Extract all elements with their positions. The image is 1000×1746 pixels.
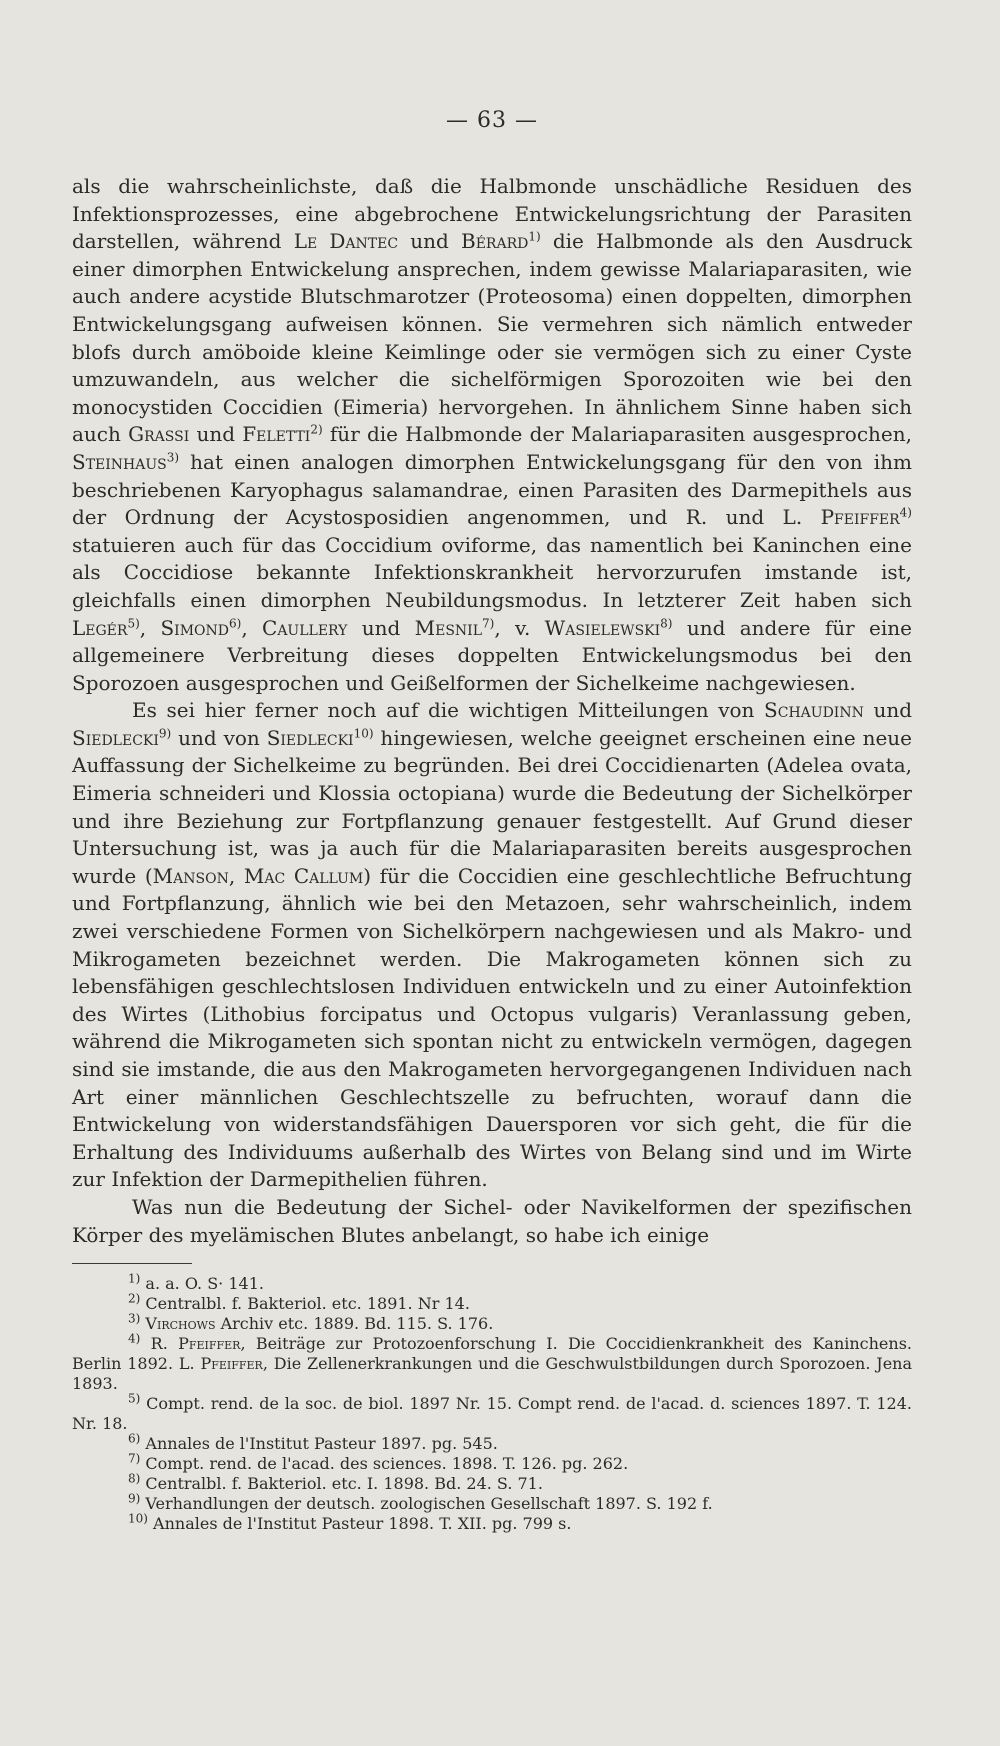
author-name: Wasielewski bbox=[544, 615, 661, 640]
footnote-divider bbox=[72, 1263, 192, 1264]
footnote bbox=[72, 1451, 912, 1474]
author-name: Feletti bbox=[242, 422, 311, 447]
footnotes bbox=[72, 1271, 913, 1534]
author-name: Pfeiffer bbox=[820, 505, 900, 530]
text-run: Centralbl. f. Bakteriol. etc. I. 1898. Bd. 24. S. 71. bbox=[145, 1474, 543, 1494]
text-run: Verhandlungen der deutsch. zoologischen Gesellschaft 1897. S. 192 f. bbox=[145, 1494, 713, 1514]
footnote-number: 5) bbox=[128, 1391, 141, 1406]
author-name: Legér bbox=[72, 615, 128, 640]
footnote-ref: 4) bbox=[899, 505, 912, 520]
author-name: Simond bbox=[160, 615, 229, 640]
footnote-number: 4) bbox=[128, 1331, 141, 1346]
footnote-number: 3) bbox=[128, 1311, 141, 1326]
footnote bbox=[72, 1271, 912, 1294]
author-name: Mesnil bbox=[414, 615, 483, 640]
footnote-number: 10) bbox=[128, 1511, 148, 1526]
footnote-number: 7) bbox=[128, 1451, 141, 1466]
author-name: Pfeiffer bbox=[178, 1334, 241, 1354]
footnote bbox=[72, 1511, 912, 1534]
text-run: Annales de l'Institut Pasteur 1897. pg. 545. bbox=[145, 1434, 498, 1454]
body-text bbox=[72, 173, 912, 1249]
author-name: Manson bbox=[152, 863, 229, 888]
author-name: Grassi bbox=[128, 422, 190, 447]
text-run: statuieren auch für das Coccidium oviforme, das namentlich bei Kaninchen eine als Coccidiose bekannte Infektionskrankheit hervorzurufen imstande ist, gleichfalls einen dimorphen Neubildungsmodus. In letzterer Zeit haben sich bbox=[72, 532, 912, 612]
text-run: hingewiesen, welche geeignet erscheinen eine neue Auffassung der Sichelkeime zu begründen. Bei drei Coccidienarten (Adelea ovata, Eimeria schneideri und Klossia octopiana) wurde die Bedeutung der Sichelkörper und ihre Beziehung zur Fortpflanzung genauer festgestellt. Auf Grund dieser Untersuchung ist, was ja auch für die Malariaparasiten bereits ausgesprochen wurde ( bbox=[72, 725, 912, 888]
page-number: — 63 — bbox=[446, 108, 538, 133]
footnote-number: 6) bbox=[128, 1431, 141, 1446]
footnote bbox=[72, 1331, 913, 1394]
footnote bbox=[72, 1491, 912, 1514]
footnote-ref: 5) bbox=[127, 615, 140, 630]
text-run: und bbox=[398, 229, 461, 254]
author-name: Pfeiffer bbox=[200, 1354, 263, 1374]
text-run: , bbox=[241, 615, 263, 640]
text-run: und andere für eine allgemeinere Verbreitung dieses doppelten Entwickelungsmodus bei den Sporozoen ausgesprochen und Geißelformen der Sichelkeime nachgewiesen. bbox=[72, 615, 912, 695]
text-run: , Die Zellenerkrankungen und die Geschwulstbildungen durch Sporozoen. Jena 1893. bbox=[72, 1354, 913, 1394]
footnote-number: 8) bbox=[128, 1471, 141, 1486]
text-run: R. bbox=[150, 1334, 179, 1354]
text-run: und bbox=[189, 422, 243, 447]
text-run: und bbox=[863, 698, 913, 723]
paragraph bbox=[72, 1194, 912, 1249]
text-run: Archiv etc. 1889. Bd. 115. S. 176. bbox=[215, 1314, 494, 1334]
author-name: Le Dantec bbox=[293, 229, 399, 254]
footnote-ref: 8) bbox=[660, 615, 673, 630]
text-run: ) für die Coccidien eine geschlechtliche Befruchtung und Fortpflanzung, ähnlich wie bei den Metazoen, sehr wahrscheinlich, indem zwei verschiedene Formen von Sichelkörpern nachgewiesen und als Makro- und Mikrogameten bezeichnet werden. Die Makrogameten können sich zu lebensfähigen geschlechtslosen Individuen entwickeln und zu einer Autoinfektion des Wirtes (Lithobius forcipatus und Octopus vulgaris) Veranlassung geben, während die Mikrogameten sich spontan nicht zu entwickeln vermögen, dagegen sind sie imstande, die aus den Makrogameten hervorgegangenen Individuen nach Art einer männlichen Geschlechtszelle zu befruchten, worauf dann die Entwickelung von widerstandsfähigen Dauersporen vor sich geht, die für die Erhaltung des Individuums außerhalb des Wirtes von Belang sind und im Wirte zur Infektion der Darmepithelien führen. bbox=[72, 863, 912, 1192]
text-run: Centralbl. f. Bakteriol. etc. 1891. Nr 14. bbox=[145, 1294, 470, 1314]
author-name: Schaudinn bbox=[764, 698, 864, 723]
author-name: Siedlecki bbox=[72, 725, 159, 750]
text-run: Es sei hier ferner noch auf die wichtigen Mitteilungen von bbox=[132, 698, 765, 723]
text-run: Annales de l'Institut Pasteur 1898. T. XII. pg. 799 s. bbox=[153, 1514, 572, 1534]
text-run: und von bbox=[171, 725, 267, 750]
footnote-ref: 9) bbox=[158, 726, 172, 741]
footnote-ref: 7) bbox=[482, 615, 495, 630]
footnote-ref: 2) bbox=[310, 422, 323, 437]
footnote bbox=[72, 1291, 912, 1314]
footnote bbox=[72, 1391, 912, 1434]
text-run: Compt. rend. de l'acad. des sciences. 1898. T. 126. pg. 262. bbox=[145, 1454, 629, 1474]
text-run: hat einen analogen dimorphen Entwickelungsgang für den von ihm beschriebenen Karyophagus salamandrae, einen Parasiten des Darmepithels aus der Ordnung der Acystosposidien angenommen, und R. und L. bbox=[72, 449, 912, 530]
author-name: Bérard bbox=[461, 229, 529, 254]
text-run: und bbox=[347, 615, 415, 640]
footnote-number: 9) bbox=[128, 1491, 141, 1506]
text-run: Compt. rend. de la soc. de biol. 1897 Nr. 15. Compt rend. de l'acad. d. sciences 1897. T. 124. Nr. 18. bbox=[72, 1394, 912, 1434]
paragraph bbox=[72, 173, 912, 697]
text-run: für die Halbmonde der Malariaparasiten ausgesprochen, bbox=[322, 422, 912, 447]
text-run: als die wahrscheinlichste, daß die Halbmonde unschädliche Residuen des Infektionsprozesses, eine abgebrochene Entwickelungsrichtung der Parasiten darstellen, während bbox=[72, 174, 912, 254]
footnote-ref: 1) bbox=[528, 229, 541, 244]
footnote bbox=[72, 1431, 912, 1454]
author-name: Steinhaus bbox=[72, 449, 167, 474]
footnote bbox=[72, 1311, 912, 1334]
footnote-ref: 10) bbox=[353, 726, 374, 741]
author-name: Caullery bbox=[262, 615, 348, 640]
footnote-number: 1) bbox=[128, 1271, 141, 1286]
footnote bbox=[72, 1471, 912, 1494]
footnote-ref: 3) bbox=[166, 450, 180, 465]
text-run: Was nun die Bedeutung der Sichel- oder Navikelformen der spezifischen Körper des myelämischen Blutes anbelangt, so habe ich einige bbox=[72, 1194, 912, 1247]
author-name: Mac Callum bbox=[243, 863, 364, 888]
footnote-number: 2) bbox=[128, 1291, 141, 1306]
text-run: , bbox=[228, 863, 244, 888]
paragraph bbox=[72, 697, 912, 1194]
footnote-ref: 6) bbox=[229, 615, 242, 630]
text-run: die Halbmonde als den Ausdruck einer dimorphen Entwickelung ansprechen, indem gewisse Malariaparasiten, wie auch andere acystide Blutschmarotzer (Proteosoma) einen doppelten, dimorphen Entwickelungsgang aufweisen können. Sie vermehren sich nämlich entweder blofs durch amöboide kleine Keimlinge oder sie vermögen sich zu einer Cyste umzuwandeln, aus welcher die sichelförmigen Sporozoiten wie bei den monocystiden Coccidien (Eimeria) hervorgehen. In ähnlichem Sinne haben sich auch bbox=[72, 229, 913, 447]
author-name: Siedlecki bbox=[266, 725, 354, 750]
text-run: , bbox=[139, 615, 161, 640]
text-run: a. a. O. S· 141. bbox=[145, 1274, 264, 1294]
text-run: , Beiträge zur Protozoenforschung I. Die Coccidienkrankheit des Kaninchens. Berlin 1892. L. bbox=[72, 1334, 913, 1374]
author-name: Virchows bbox=[145, 1314, 216, 1334]
text-run: , v. bbox=[494, 615, 545, 640]
